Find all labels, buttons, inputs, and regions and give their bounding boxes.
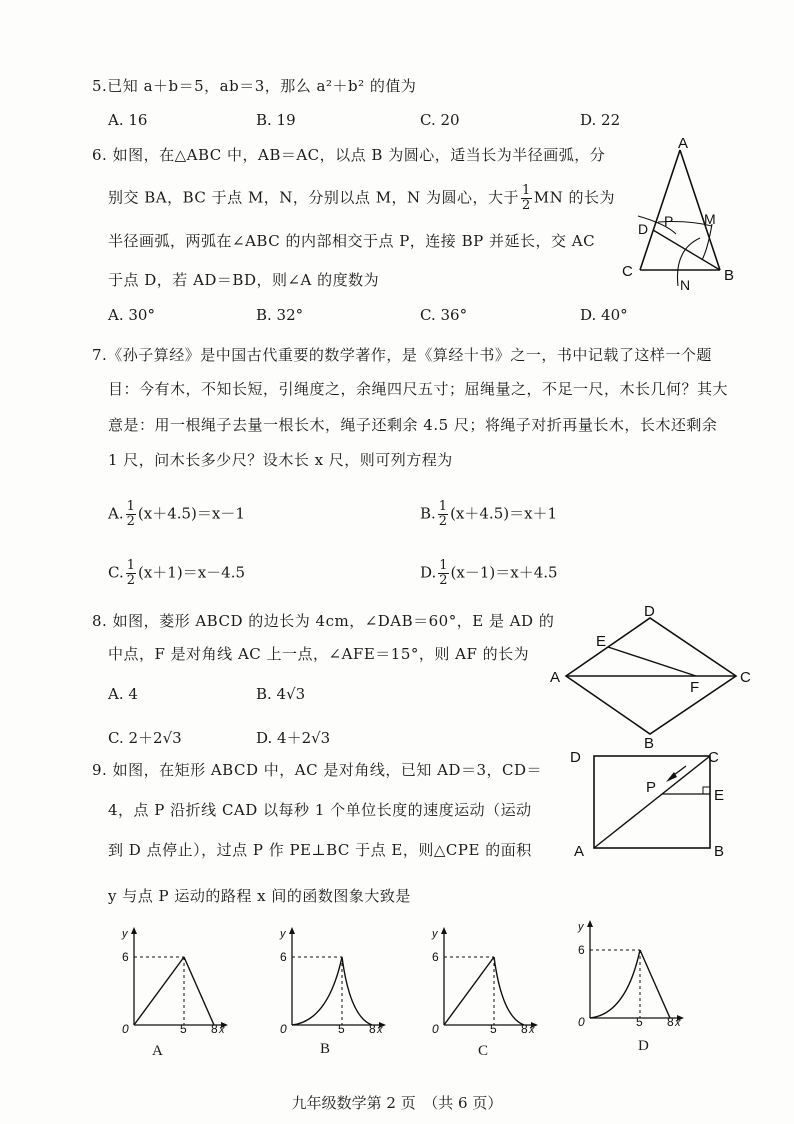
q9-graph-a <box>118 925 228 1035</box>
q6-triangle-figure <box>618 135 758 308</box>
q9-graph-b-label: B <box>320 1041 331 1057</box>
q9-rectangle-figure <box>566 742 736 862</box>
axis-x-label: x <box>377 1024 383 1036</box>
q8-option-c: C. 2＋2√3 <box>108 729 182 747</box>
peak-label: 6 <box>432 950 439 964</box>
fraction-denominator: 2 <box>438 514 448 529</box>
origin-label: 0 <box>578 1015 585 1029</box>
q6-stem-line2 <box>108 184 615 213</box>
q7-option-d-label: D. <box>420 563 437 582</box>
axis-x-label: x <box>219 1024 225 1036</box>
tick-8-label: 8 <box>369 1022 376 1036</box>
tick-8-label: 8 <box>521 1022 528 1036</box>
q7-option-b-label: B. <box>420 504 436 523</box>
label-d: D <box>638 221 649 237</box>
q6-stem-line2-text: 别交 BA，BC 于点 M，N，分别以点 M，N 为圆心，大于 <box>108 188 519 207</box>
fraction-numerator: 1 <box>126 499 135 514</box>
fraction-denominator: 2 <box>521 198 531 213</box>
label-n: N <box>680 277 691 293</box>
q5-option-d: D. 22 <box>580 111 621 129</box>
tick-5-label: 5 <box>338 1022 345 1036</box>
q9-stem-line1: 9. 如图，在矩形 ABCD 中，AC 是对角线，已知 AD＝3，CD＝ <box>92 761 543 779</box>
origin-label: 0 <box>122 1022 129 1036</box>
q8-option-d: D. 4＋2√3 <box>256 729 331 747</box>
q7-option-c-label: C. <box>108 563 124 582</box>
q6-stem-line4: 于点 D，若 AD＝BD，则∠A 的度数为 <box>108 271 380 289</box>
axis-x-label: x <box>675 1017 681 1029</box>
label-c: C <box>622 263 633 280</box>
q9-stem-line2: 4，点 P 沿折线 CAD 以每秒 1 个单位长度的速度运动（运动 <box>108 801 532 819</box>
q5-stem: 5.已知 a＋b＝5，ab＝3，那么 a²＋b² 的值为 <box>92 77 417 95</box>
axis-y-label: y <box>432 928 438 940</box>
q7-option-c-fraction <box>126 559 136 588</box>
q7-option-b <box>420 500 557 529</box>
fraction-numerator: 1 <box>521 183 531 198</box>
peak-label: 6 <box>578 943 585 957</box>
q6-stem-line3: 半径画弧，两弧在∠ABC 的内部相交于点 P，连接 BP 并延长，交 AC <box>108 232 596 250</box>
q8-stem-line2: 中点，F 是对角线 AC 上一点，∠AFE＝15°，则 AF 的长为 <box>108 645 530 663</box>
label-a: A <box>574 843 585 860</box>
q6-option-d: D. 40° <box>580 306 628 324</box>
label-a: A <box>678 135 689 152</box>
label-b: B <box>724 267 735 284</box>
q7-stem-line1: 7.《孙子算经》是中国古代重要的数学著作，是《算经十书》之一，书中记载了这样一个题 <box>92 346 712 364</box>
q7-option-d-fraction <box>438 559 448 588</box>
label-f: F <box>690 679 700 696</box>
axis-y-label: y <box>122 928 128 940</box>
label-c: C <box>708 749 719 766</box>
axis-y-label: y <box>578 921 584 933</box>
q9-stem-line3: 到 D 点停止），过点 P 作 PE⊥BC 于点 E，则△CPE 的面积 <box>108 841 532 859</box>
label-m: M <box>704 211 716 227</box>
q6-stem-line1: 6. 如图，在△ABC 中，AB＝AC，以点 B 为圆心，适当长为半径画弧，分 <box>92 146 606 164</box>
q7-option-b-text: (x＋4.5)＝x＋1 <box>450 504 558 523</box>
tick-5-label: 5 <box>636 1015 643 1029</box>
tick-5-label: 5 <box>180 1022 187 1036</box>
page-footer: 九年级数学第 2 页 （共 6 页） <box>291 1094 503 1112</box>
q9-graph-d <box>574 918 684 1028</box>
q5-option-a: A. 16 <box>108 111 148 129</box>
q7-stem-line4: 1 尺，问木长多少尺？设木长 x 尺，则可列方程为 <box>108 451 453 469</box>
q8-option-a: A. 4 <box>108 685 138 703</box>
label-d: D <box>644 603 655 620</box>
q9-graph-c <box>428 925 538 1035</box>
fraction-numerator: 1 <box>126 558 135 573</box>
fraction-numerator: 1 <box>439 558 448 573</box>
origin-label: 0 <box>432 1022 439 1036</box>
q6-stem-line2-tail: MN 的长为 <box>533 188 615 207</box>
q9-stem-line4: y 与点 P 运动的路程 x 间的函数图象大致是 <box>108 887 411 905</box>
q9-graph-b <box>276 925 386 1035</box>
label-b: B <box>714 843 725 860</box>
label-b: B <box>644 735 655 752</box>
q8-rhombus-figure <box>546 603 756 752</box>
label-c: C <box>740 669 751 686</box>
q7-option-c-text: (x＋1)＝x－4.5 <box>138 563 246 582</box>
label-p: P <box>646 779 657 796</box>
q9-graph-d-label: D <box>638 1038 649 1054</box>
q7-option-a-label: A. <box>108 504 124 523</box>
q7-option-a-fraction <box>126 500 136 529</box>
q7-option-d <box>420 559 558 588</box>
fraction-denominator: 2 <box>439 573 448 588</box>
label-e: E <box>596 633 607 650</box>
q7-option-d-text: (x－1)＝x＋4.5 <box>450 563 558 582</box>
q5-option-c: C. 20 <box>420 111 460 129</box>
axis-x-label: x <box>529 1024 535 1036</box>
q7-stem-line2: 目：今有木，不知长短，引绳度之，余绳四尺五寸；屈绳量之，不足一尺，木长几何？其大 <box>108 380 729 398</box>
q5-option-b: B. 19 <box>256 111 296 129</box>
q7-option-a <box>108 500 245 529</box>
q6-half-fraction <box>521 184 532 213</box>
label-a: A <box>550 669 561 686</box>
label-d: D <box>570 749 581 766</box>
q6-option-a: A. 30° <box>108 306 155 324</box>
q9-graph-c-label: C <box>478 1043 489 1059</box>
fraction-numerator: 1 <box>438 499 448 514</box>
q7-stem-line3: 意是：用一根绳子去量一根长木，绳子还剩余 4.5 尺；将绳子对折再量长木，长木还剩余 <box>108 416 718 434</box>
q8-stem-line1: 8. 如图，菱形 ABCD 的边长为 4cm，∠DAB＝60°，E 是 AD 的 <box>92 612 555 630</box>
axis-y-label: y <box>280 928 286 940</box>
peak-label: 6 <box>122 950 129 964</box>
q7-option-b-fraction <box>438 500 448 529</box>
tick-5-label: 5 <box>490 1022 497 1036</box>
fraction-denominator: 2 <box>126 573 135 588</box>
q6-option-b: B. 32° <box>256 306 304 324</box>
q9-graph-a-label: A <box>152 1043 163 1059</box>
peak-label: 6 <box>280 950 287 964</box>
origin-label: 0 <box>280 1022 287 1036</box>
q7-option-a-text: (x＋4.5)＝x－1 <box>137 504 245 523</box>
label-p: P <box>664 213 674 229</box>
tick-8-label: 8 <box>667 1015 674 1029</box>
label-e: E <box>714 787 725 804</box>
tick-8-label: 8 <box>211 1022 218 1036</box>
fraction-denominator: 2 <box>126 514 135 529</box>
q6-option-c: C. 36° <box>420 306 468 324</box>
q7-option-c <box>108 559 245 588</box>
q8-option-b: B. 4√3 <box>256 685 306 703</box>
